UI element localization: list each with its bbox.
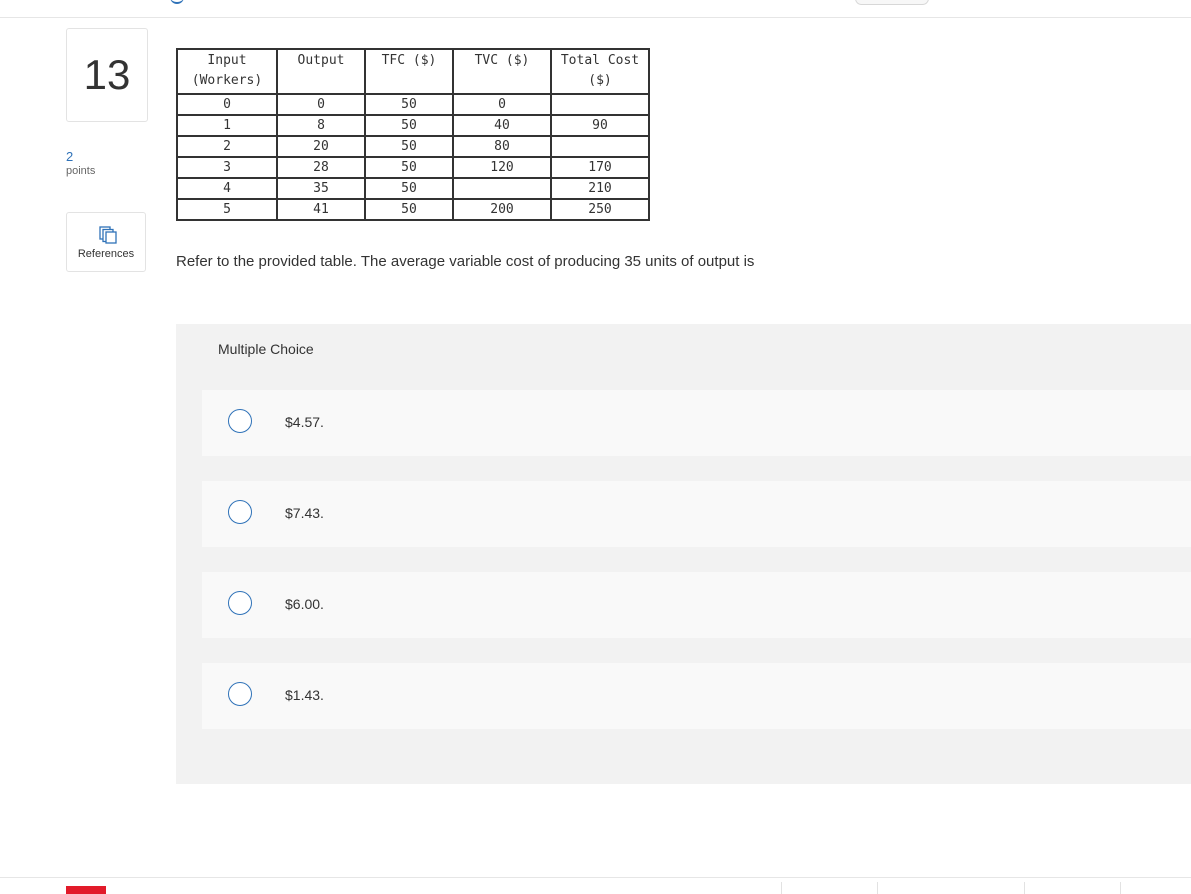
- table-cell: 5: [177, 199, 277, 220]
- header-tvc: [453, 49, 551, 94]
- points-label: points: [66, 165, 96, 177]
- header-input: [177, 49, 277, 94]
- table-cell: 3: [177, 157, 277, 178]
- answer-option-label: $7.43.: [285, 505, 324, 521]
- table-cell: 170: [551, 157, 649, 178]
- brand-logo: [66, 886, 106, 894]
- table-cell: [551, 136, 649, 157]
- points-indicator: [66, 150, 126, 178]
- header-total-cost: [551, 49, 649, 94]
- header-tvc-line1: TVC ($): [474, 53, 530, 68]
- table-cell: 90: [551, 115, 649, 136]
- table-cell: 200: [453, 199, 551, 220]
- footer-separator: [1120, 882, 1121, 894]
- table-cell: 50: [365, 136, 453, 157]
- points-value: 2: [66, 149, 74, 164]
- references-button[interactable]: [66, 212, 146, 272]
- header-output: [277, 49, 365, 94]
- table-row: [177, 94, 649, 115]
- table-cell: 40: [453, 115, 551, 136]
- header-input-line1: Input: [207, 53, 247, 68]
- table-cell: 50: [365, 178, 453, 199]
- table-cell: [551, 94, 649, 115]
- table-cell: 20: [277, 136, 365, 157]
- table-cell: [453, 178, 551, 199]
- cost-table: [176, 48, 650, 221]
- footer-divider-line: [0, 877, 1191, 878]
- radio-icon[interactable]: [228, 682, 252, 706]
- table-row: [177, 157, 649, 178]
- table-cell: 50: [365, 157, 453, 178]
- header-input-line2: (Workers): [191, 73, 263, 88]
- table-cell: 0: [177, 94, 277, 115]
- table-row: [177, 136, 649, 157]
- table-cell: 2: [177, 136, 277, 157]
- references-icon: [99, 226, 117, 244]
- table-cell: 41: [277, 199, 365, 220]
- toolbar-button[interactable]: [855, 0, 929, 5]
- table-cell: 210: [551, 178, 649, 199]
- radio-icon[interactable]: [228, 409, 252, 433]
- answer-option-label: $4.57.: [285, 414, 324, 430]
- table-cell: 80: [453, 136, 551, 157]
- table-row: [177, 115, 649, 136]
- table-header-row: [177, 49, 649, 94]
- footer-separator: [877, 882, 878, 894]
- header-output-line1: Output: [297, 53, 345, 68]
- spinner-icon: [170, 0, 184, 4]
- table-cell: 8: [277, 115, 365, 136]
- table-cell: 4: [177, 178, 277, 199]
- table-cell: 50: [365, 115, 453, 136]
- footer-separator: [781, 882, 782, 894]
- answer-option-4[interactable]: [202, 663, 1191, 729]
- table-cell: 35: [277, 178, 365, 199]
- header-total-cost-line1: Total Cost: [560, 53, 640, 68]
- header-tfc-line1: TFC ($): [381, 53, 437, 68]
- answer-option-3[interactable]: [202, 572, 1191, 638]
- table-cell: 250: [551, 199, 649, 220]
- answer-option-1[interactable]: [202, 390, 1191, 456]
- question-prompt: Refer to the provided table. The average variable cost of producing 35 units of output is: [176, 253, 755, 270]
- table-row: [177, 178, 649, 199]
- table-cell: 120: [453, 157, 551, 178]
- radio-icon[interactable]: [228, 500, 252, 524]
- header-total-cost-line2: ($): [588, 73, 612, 88]
- table-cell: 0: [277, 94, 365, 115]
- multiple-choice-title: Multiple Choice: [218, 341, 314, 357]
- question-number: 13: [66, 28, 148, 122]
- radio-icon[interactable]: [228, 591, 252, 615]
- table-cell: 50: [365, 199, 453, 220]
- answer-option-label: $6.00.: [285, 596, 324, 612]
- top-toolbar-strip: [0, 0, 1191, 18]
- table-cell: 1: [177, 115, 277, 136]
- table-row: [177, 199, 649, 220]
- table-cell: 0: [453, 94, 551, 115]
- table-cell: 28: [277, 157, 365, 178]
- answer-option-label: $1.43.: [285, 687, 324, 703]
- references-label: References: [77, 248, 135, 260]
- header-tfc: [365, 49, 453, 94]
- table-cell: 50: [365, 94, 453, 115]
- answer-option-2[interactable]: [202, 481, 1191, 547]
- footer-separator: [1024, 882, 1025, 894]
- multiple-choice-panel: [176, 324, 1191, 784]
